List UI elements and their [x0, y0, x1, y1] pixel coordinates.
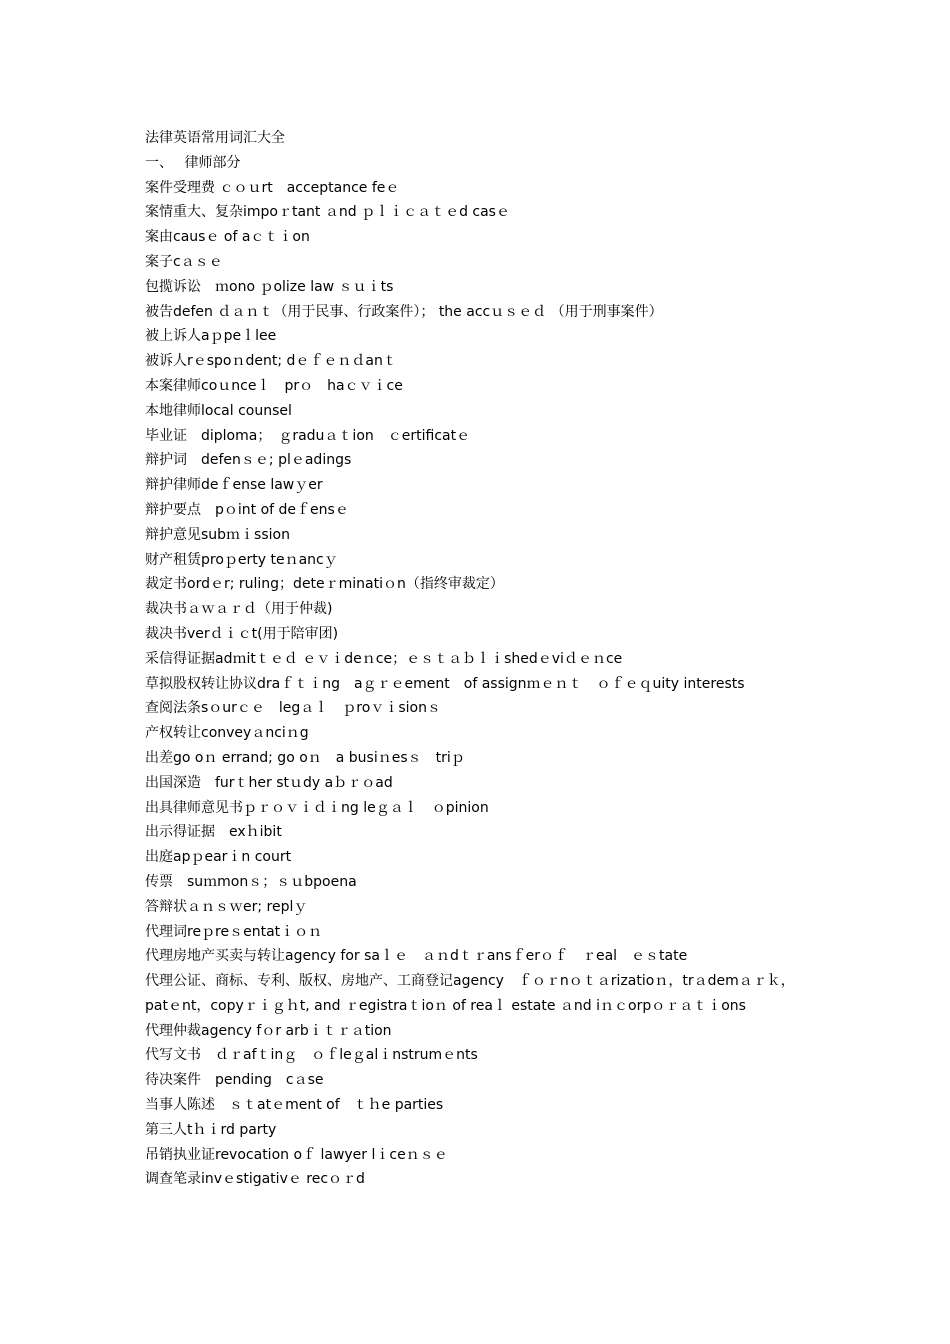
vocab-entry: 本案律师coｕnceｌ prｏ haｃｖｉce	[145, 377, 403, 394]
vocab-entry: 代理房地产买卖与转让agency for saｌｅ ａｎdｔｒansｆerｏｆ ｒeal ｅｓtate	[145, 948, 688, 965]
vocab-entry: 吊销执业证revocation oｆ lawyer lｉceｎｓｅ	[145, 1146, 448, 1163]
vocab-entry: 被诉人rｅspoｎdent; dｅｆｅｎｄanｔ	[145, 353, 397, 370]
vocab-entry: 产权转让conveyａnciｎg	[145, 725, 309, 742]
vocab-entry: 当事人陈述 ｓｔatｅment of ｔｈe parties	[145, 1097, 444, 1114]
vocab-entry: 包揽诉讼 ｍono ｐolize law ｓｕｉts	[145, 278, 394, 295]
vocab-entry: 出庭apｐearｉn court	[145, 849, 292, 866]
vocab-entry: 案件受理费 ｃｏｕrt acceptance feｅ	[145, 179, 400, 196]
vocab-entry: 出国深造 furｔher stｕdy aｂｒｏad	[145, 774, 393, 791]
vocab-entry: 代理仲裁agency fｏr arbｉｔｒａtion	[145, 1022, 392, 1039]
section-heading: 一、 律师部分	[145, 154, 241, 171]
vocab-entry: 辩护要点 pｏint of deｆensｅ	[145, 501, 349, 518]
vocab-entry: 传票 suｍmonｓ；ｓｕbpoena	[145, 873, 357, 890]
vocab-entry: 第三人tｈｉrd party	[145, 1121, 277, 1138]
vocab-entry: 辩护律师deｆense lawｙer	[145, 477, 323, 494]
vocab-entry: 被上诉人aｐpeｌlee	[145, 328, 277, 345]
vocab-entry: 辩护意见subｍｉssion	[145, 526, 290, 543]
vocab-entry: 本地律师local counsel	[145, 402, 292, 419]
vocab-entry: 财产租赁proｐerty teｎancｙ	[145, 551, 338, 568]
vocab-entry: 案由causｅ of aｃｔｉon	[145, 229, 310, 246]
vocab-entry: 裁决书verｄｉｃt(用于陪审团)	[145, 625, 339, 642]
vocab-entry: 出具律师意见书ｐｒｏｖｉｄｉng leｇａｌ ｏpinion	[145, 799, 489, 816]
vocab-entry: 裁定书ordｅr; ruling；deteｒminatiｏn（指终审裁定）	[145, 576, 504, 593]
vocab-entry: 代理词reｐreｓentatｉｏｎ	[145, 923, 323, 940]
vocab-entry: 出差go oｎ errand; go oｎ a busiｎesｓ triｐ	[145, 749, 465, 766]
vocab-entry: 辩护词 defenｓｅ; plｅadings	[145, 452, 352, 469]
document-title: 法律英语常用词汇大全	[145, 130, 285, 146]
vocab-entry: 毕业证 diploma； ｇraduａｔion ｃertificatｅ	[145, 427, 471, 444]
vocab-entry: 案子cａｓｅ	[145, 253, 223, 270]
vocab-entry: 查阅法条sｏurｃｅ legａｌ ｐroｖｉsionｓ	[145, 700, 441, 717]
vocab-entry: 裁决书ａｗａｒｄ（用于仲裁)	[145, 601, 333, 618]
document-page	[145, 126, 817, 1192]
vocab-entry: 待决案件 pending cａse	[145, 1072, 324, 1089]
vocab-entry: 采信得证据adｍitｔｅｄ ｅｖｉdeｎce；ｅｓｔａｂｌｉshedｅviｄｅｎce	[145, 650, 623, 667]
vocab-entry: 出示得证据 exｈibit	[145, 824, 282, 841]
vocab-entry: 答辩状ａｎｓｗer; replｙ	[145, 898, 308, 915]
vocab-entry: 代写文书 ｄｒafｔinｇ ｏｆleｇalｉnstrumｅnts	[145, 1047, 478, 1064]
vocab-entry: 案情重大、复杂impoｒtant ａnd ｐｌｉｃａｔｅd casｅ	[145, 204, 510, 221]
vocab-entry: 代理公证、商标、专利、版权、房地产、工商登记agency ｆｏｒnｏｔａrizatioｎ，trａdemａｒｋ，patｅnt，copyｒｉｇｈt, and ｒegistraｔioｎ of reaｌ estate ａnd iｎｃorpｏｒａｔｉons	[145, 973, 795, 1014]
vocab-entry: 调查笔录invｅstigativｅ recｏｒd	[145, 1171, 365, 1188]
vocab-entry: 草拟股权转让协议draｆｔｉng aｇｒｅement of assignｍｅｎｔ ｏｆｅｑuity interests	[145, 675, 745, 692]
vocab-entry: 被告defen ｄａｎｔ（用于民事、行政案件）； the accｕｓｅｄ （用于刑事案件）	[145, 303, 663, 320]
